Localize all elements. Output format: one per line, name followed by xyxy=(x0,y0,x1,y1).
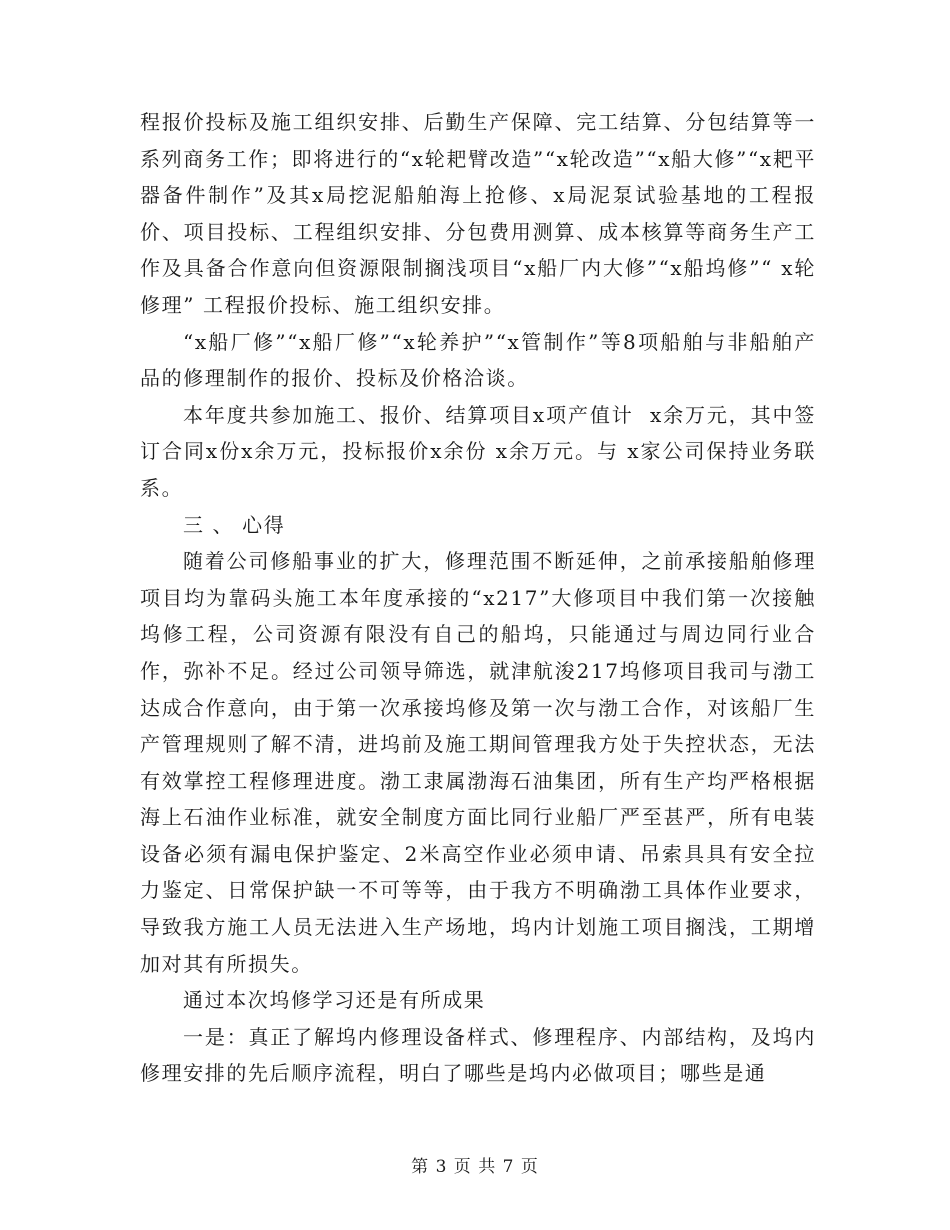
paragraph-2: “x船厂修”“x船厂修”“x轮养护”“x管制作”等8项船舶与非船舶产品的修理制作的报价、投标及价格洽谈。 xyxy=(140,329,816,391)
paragraph-3: 本年度共参加施工、报价、结算项目x项产值计 x余万元，其中签订合同x份x余万元，投标报价x余份 x余万元。与 x家公司保持业务联系。 xyxy=(140,402,816,500)
section-heading: 三 、 心得 xyxy=(183,512,286,537)
paragraph-5: 通过本次坞修学习还是有所成果 xyxy=(183,988,486,1013)
paragraph-1: 程报价投标及施工组织安排、后勤生产保障、完工结算、分包结算等一系列商务工作；即将进行的“x轮耙臂改造”“x轮改造”“x船大修”“x耙平器备件制作”及其x局挖泥船舶海上抢修、x局泥泵试验基地的工程报价、项目投标、工程组织安排、分包费用测算、成本核算等商务生产工作及具备合作意向但资源限制搁浅项目“x船厂内大修”“x船坞修”“ x轮修理” 工程报价投标、施工组织安排。 xyxy=(140,110,816,317)
paragraph-4: 随着公司修船事业的扩大，修理范围不断延伸，之前承接船舶修理项目均为靠码头施工本年度承接的“x217”大修项目中我们第一次接触坞修工程，公司资源有限没有自己的船坞，只能通过与周边同行业合作，弥补不足。经过公司领导筛选，就津航浚217坞修项目我司与渤工达成合作意向，由于第一次承接坞修及第一次与渤工合作，对该船厂生产管理规则了解不清，进坞前及施工期间管理我方处于失控状态，无法有效掌控工程修理进度。渤工隶属渤海石油集团，所有生产均严格根据海上石油作业标准，就安全制度方面比同行业船厂严至甚严，所有电装设备必须有漏电保护鉴定、2米高空作业必须申请、吊索具具有安全拉力鉴定、日常保护缺一不可等等，由于我方不明确渤工具体作业要求，导致我方施工人员无法进入生产场地，坞内计划施工项目搁浅，工期增加对其有所损失。 xyxy=(140,549,816,976)
paragraph-6: 一是：真正了解坞内修理设备样式、修理程序、内部结构，及坞内修理安排的先后顺序流程，明白了哪些是坞内必做项目；哪些是通 xyxy=(140,1024,816,1086)
page-footer: 第 3 页 共 7 页 xyxy=(411,1157,539,1177)
document-body xyxy=(140,104,816,1092)
